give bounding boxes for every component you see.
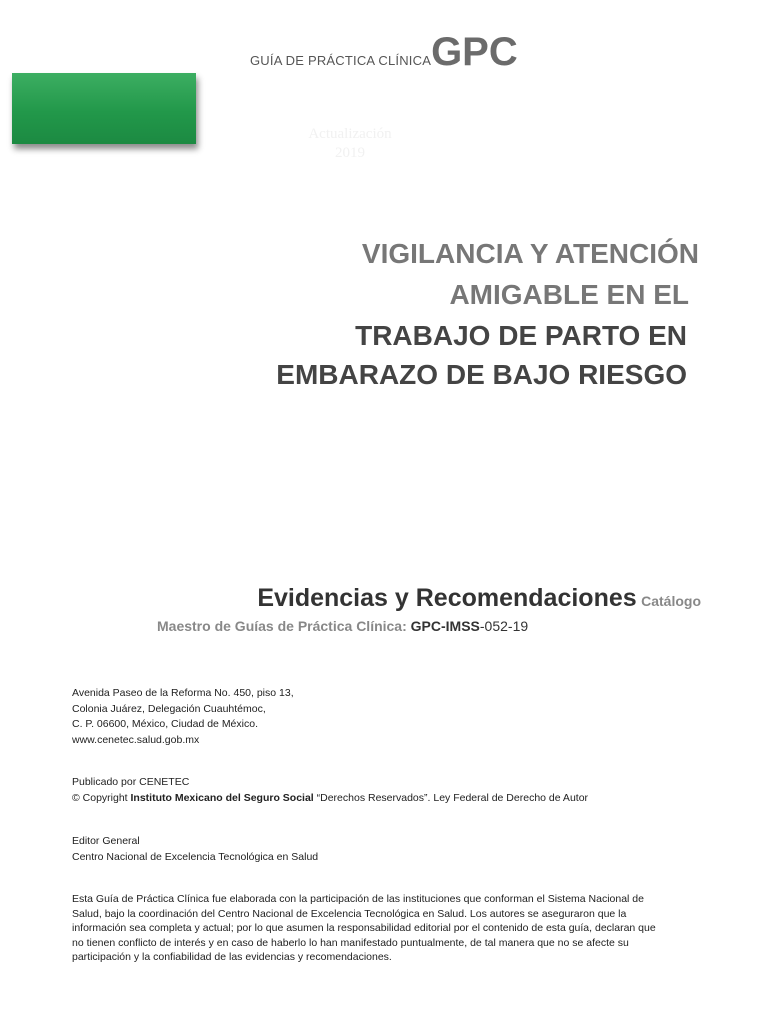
title-line-1: VIGILANCIA Y ATENCIÓN bbox=[361, 238, 699, 269]
editor-name: Centro Nacional de Excelencia Tecnológica en Salud bbox=[72, 850, 319, 863]
website-text: www.cenetec.salud.gob.mx bbox=[72, 733, 200, 746]
update-stamp bbox=[290, 125, 410, 163]
publisher-line: Publicado por CENETEC bbox=[72, 776, 190, 788]
copyright-line bbox=[72, 791, 588, 807]
editor-label: Editor General bbox=[72, 835, 140, 847]
gpc-logo-text: GPC bbox=[431, 30, 518, 74]
guide-label: GUÍA DE PRÁCTICA CLÍNICA bbox=[250, 53, 432, 68]
catalog-code-line bbox=[157, 618, 528, 634]
editor-block bbox=[72, 834, 318, 865]
catalog-prefix: Maestro de Guías de Práctica Clínica: bbox=[157, 618, 407, 634]
disclaimer-line: participación y la confiabilidad de las evidencias y recomendaciones. bbox=[72, 951, 392, 963]
address-line: C. P. 06600, México, Ciudad de México. bbox=[72, 718, 258, 730]
update-label: Actualización bbox=[308, 126, 392, 142]
title-line-3: TRABAJO DE PARTO EN bbox=[355, 320, 687, 351]
address-line: Avenida Paseo de la Reforma No. 450, piso 13, bbox=[72, 687, 294, 699]
copyright-rest: “Derechos Reservados”. Ley Federal de Derecho de Autor bbox=[316, 791, 589, 804]
update-year: 2019 bbox=[335, 145, 365, 161]
disclaimer-line: Salud, bajo la coordinación del Centro Nacional de Excelencia Tecnológica en Salud. Los autores se aseguraron que la bbox=[72, 907, 627, 920]
copyright-org: Instituto Mexicano del Seguro Social bbox=[130, 791, 314, 804]
catalog-label: Catálogo bbox=[641, 593, 701, 609]
disclaimer-line: Esta Guía de Práctica Clínica fue elaborada con la participación de las instituciones que conforman el Sistema Nacional de bbox=[72, 893, 644, 905]
evidence-heading bbox=[257, 584, 701, 613]
title-line-2: AMIGABLE EN EL bbox=[449, 279, 689, 310]
copyright-prefix: © Copyright bbox=[72, 791, 128, 804]
disclaimer-block bbox=[72, 892, 707, 965]
catalog-code-number: -052-19 bbox=[479, 618, 529, 634]
address-line: Colonia Juárez, Delegación Cuauhtémoc, bbox=[72, 702, 266, 715]
address-block bbox=[72, 686, 294, 748]
disclaimer-line: no tienen conflicto de interés y en caso de haberlo lo han manifestado puntualmente, de tal manera que no se afecte su bbox=[72, 936, 629, 949]
guide-header bbox=[250, 30, 518, 75]
disclaimer-line: información sea completa y actual; por lo que asumen la responsabilidad editorial por el contenido de esta guía, declaran que bbox=[72, 922, 656, 934]
evidence-title: Evidencias y Recomendaciones bbox=[257, 584, 637, 612]
green-banner bbox=[12, 73, 196, 144]
title-line-4: EMBARAZO DE BAJO RIESGO bbox=[276, 359, 687, 390]
catalog-code-bold: GPC-IMSS bbox=[410, 618, 480, 634]
publisher-block bbox=[72, 775, 588, 806]
